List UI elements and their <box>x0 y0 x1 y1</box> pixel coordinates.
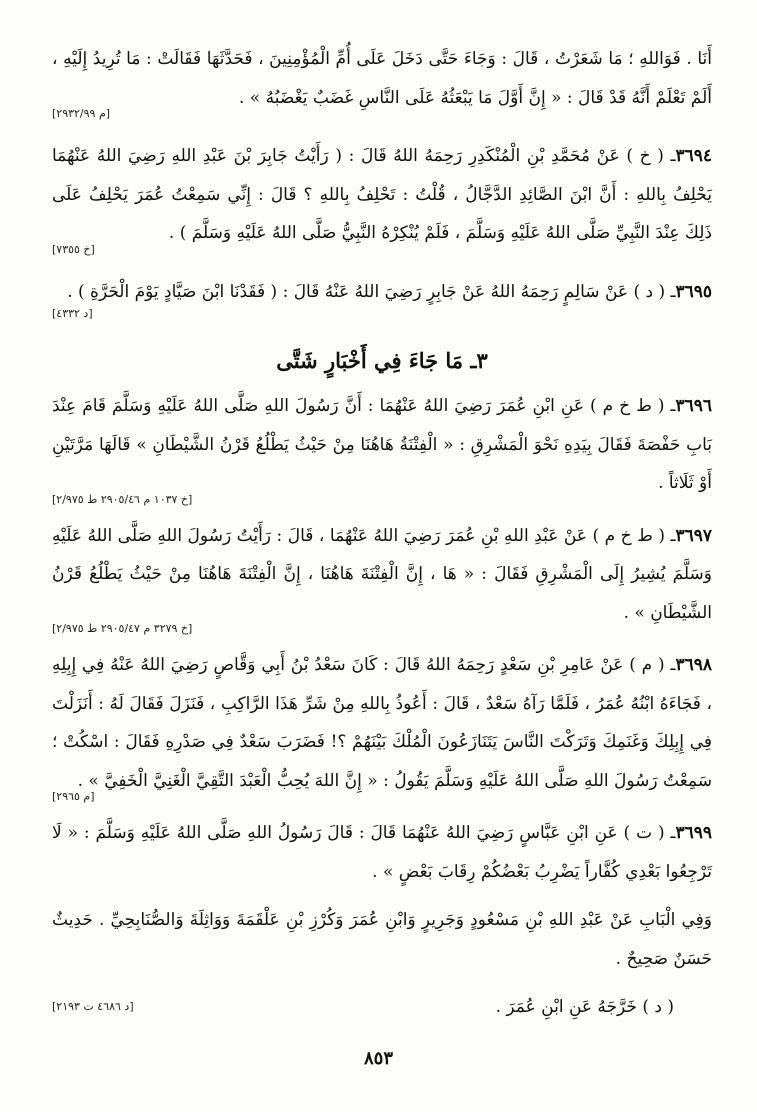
hadith-text: ـ ( د ) عَنْ سَالِمٍ رَحِمَهُ اللهُ عَنْ جَابِرٍ رَضِيَ اللهُ عَنْهُ قَالَ : ( فَقَدْنَا ابْنَ صَيَّادٍ يَوْمَ الْحَرَّةِ ) . <box>67 281 676 302</box>
hadith-text: ـ ( ط خ م ) عَنْ عَبْدِ اللهِ بْنِ عُمَرَ رَضِيَ اللهُ عَنْهُمَا ، قَالَ : رَأَيْتُ رَسُولَ اللهِ صَلَّى اللهُ عَلَيْهِ وَسَلَّمَ يُشِيرُ إِلَى الْمَشْرِقِ فَقَالَ : « هَا ، إِنَّ الْفِتْنَةَ هَاهُنَا ، إِنَّ الْفِتْنَةَ هَاهُنَا مِنْ حَيْثُ يَطْلُعُ قَرْنُ الشَّيْطَانِ » . <box>52 525 712 623</box>
source-reference: [خ ١٠٣٧ م ٢٩٠٥/٤٦ ط ٢/٩٧٥] <box>52 492 193 506</box>
hadith-number: ٣٦٩٧ <box>675 525 712 546</box>
hadith-text: أَنَا . فَوَاللهِ ؛ مَا شَعَرْتُ ، قَالَ : وَجَاءَ حَتَّى دَخَلَ عَلَى أُمِّ الْمُؤْمِنِينَ ، فَحَدَّثَهَا فَقَالَتْ : مَا تُرِيدُ إِلَيْهِ ، أَلَمْ تَعْلَمْ أَنَّهُ قَدْ قَالَ : « إِنَّ أَوَّلَ مَا يَبْعَثُهُ عَلَى النَّاسِ غَضَبٌ يَغْضَبُهُ » . <box>52 49 712 108</box>
page-number: ٨٥٣ <box>363 1048 393 1069</box>
source-reference: [خ ٧٣٥٥] <box>52 242 95 256</box>
hadith-3695 <box>52 273 712 312</box>
hadith-text: ـ ( ت ) عَنِ ابْنِ عَبَّاسٍ رَضِيَ اللهُ عَنْهُمَا قَالَ : قَالَ رَسُولُ اللهِ صَلَّى اللهُ عَلَيْهِ وَسَلَّمَ : « لَا تَرْجِعُوا بَعْدِي كُفَّاراً يَضْرِبُ بَعْضُكُمْ رِقَابَ بَعْضٍ » . <box>52 823 712 882</box>
takhrij-row <box>52 988 712 1022</box>
source-reference: [م ٢٩٣٢/٩٩] <box>52 107 111 120</box>
hadith-number: ٣٦٩٩ <box>675 823 712 843</box>
hadith-3698 <box>52 646 712 800</box>
takhrij-text: ( د ) خَرَّجَهُ عَنِ ابْنِ عُمَرَ . <box>495 997 674 1017</box>
source-reference: [د ٤٦٨٦ ت ٢١٩٣] <box>52 1000 134 1013</box>
hadith-text: ـ ( م ) عَنْ عَامِرِ بْنِ سَعْدٍ رَحِمَهُ اللهُ قَالَ : كَانَ سَعْدُ بْنُ أَبِي وَقَّاصٍ رَضِيَ اللهُ عَنْهُ فِي إِبِلِهِ ، فَجَاءَهُ ابْنُهُ عُمَرُ ، فَلَمَّا رَآهُ سَعْدٌ ، قَالَ : أَعُوذُ بِاللهِ مِنْ شَرِّ هَذَا الرَّاكِبِ ، فَنَزَلَ فَقَالَ لَهُ : أَنَزَلْتَ فِي إِبِلِكَ وَغَنَمِكَ وَتَرَكْتَ النَّاسَ يَتَنَازَعُونَ الْمُلْكَ بَيْنَهُمْ ؟! فَضَرَبَ سَعْدٌ فِي صَدْرِهِ فَقَالَ : اسْكُتْ ؛ سَمِعْتُ رَسُولَ اللهِ صَلَّى اللهُ عَلَيْهِ وَسَلَّمَ يَقُولُ : « إِنَّ اللهَ يُحِبُّ الْعَبْدَ التَّقِيَّ الْغَنِيَّ الْخَفِيَّ » . <box>52 655 712 791</box>
hadith-3699 <box>52 814 712 891</box>
hadith-number: ٣٦٩٦ <box>675 396 712 416</box>
hadith-text: ـ ( خ ) عَنْ مُحَمَّدِ بْنِ الْمُنْكَدِرِ رَحِمَهُ اللهُ قَالَ : ( رَأَيْتُ جَابِرَ بْنَ عَبْدِ اللهِ رَضِيَ اللهُ عَنْهُمَا يَحْلِفُ بِاللهِ : أَنَّ ابْنَ الصَّائِدِ الدَّجَّالُ ، قُلْتُ : تَحْلِفُ بِاللهِ ؟ قَالَ : إِنِّي سَمِعْتُ عُمَرَ يَحْلِفُ عَلَى ذَلِكَ عِنْدَ النَّبِيِّ صَلَّى اللهُ عَلَيْهِ وَسَلَّمَ ، فَلَمْ يُنْكِرْهُ النَّبِيُّ صَلَّى اللهُ عَلَيْهِ وَسَلَّمَ ) . <box>52 146 712 243</box>
section-heading: ٣ـ مَا جَاءَ فِي أَخْبَارٍ شَتَّى <box>276 348 488 373</box>
chapter-note: وَفِي الْبَابِ عَنْ عَبْدِ اللهِ بْنِ مَسْعُودٍ وَجَرِيرٍ وَابْنِ عُمَرَ وَكُرْزِ بْنِ عَلْقَمَةَ وَوَاثِلَةَ وَالصُّنَابِحِيِّ . حَدِيثٌ حَسَنٌ صَحِيحٌ . <box>52 910 712 969</box>
hadith-number: ٣٦٩٥ <box>675 281 712 302</box>
hadith-continuation <box>52 40 712 117</box>
source-reference: [خ ٣٢٧٩ م ٢٩٠٥/٤٧ ط ٢/٩٧٥] <box>52 622 193 635</box>
hadith-3697 <box>52 517 712 633</box>
hadith-3696 <box>52 387 712 503</box>
hadith-3694 <box>52 137 712 253</box>
hadith-text: ـ ( ط خ م ) عَنِ ابْنِ عُمَرَ رَضِيَ اللهُ عَنْهُمَا : أَنَّ رَسُولَ اللهِ صَلَّى اللهُ عَلَيْهِ وَسَلَّمَ قَامَ عِنْدَ بَابِ حَفْصَةَ فَقَالَ بِيَدِهِ نَحْوَ الْمَشْرِقِ : « الْفِتْنَةُ هَاهُنَا مِنْ حَيْثُ يَطْلُعُ قَرْنُ الشَّيْطَانِ » قَالَهَا مَرَّتَيْنِ أَوْ ثَلَاثاً . <box>52 396 712 493</box>
source-reference: [م ٢٩٦٥] <box>52 790 95 803</box>
source-reference: [د ٤٣٣٢] <box>52 307 93 320</box>
hadith-number: ٣٦٩٨ <box>675 655 712 675</box>
page-content <box>52 40 712 1022</box>
hadith-number: ٣٦٩٤ <box>675 146 712 166</box>
